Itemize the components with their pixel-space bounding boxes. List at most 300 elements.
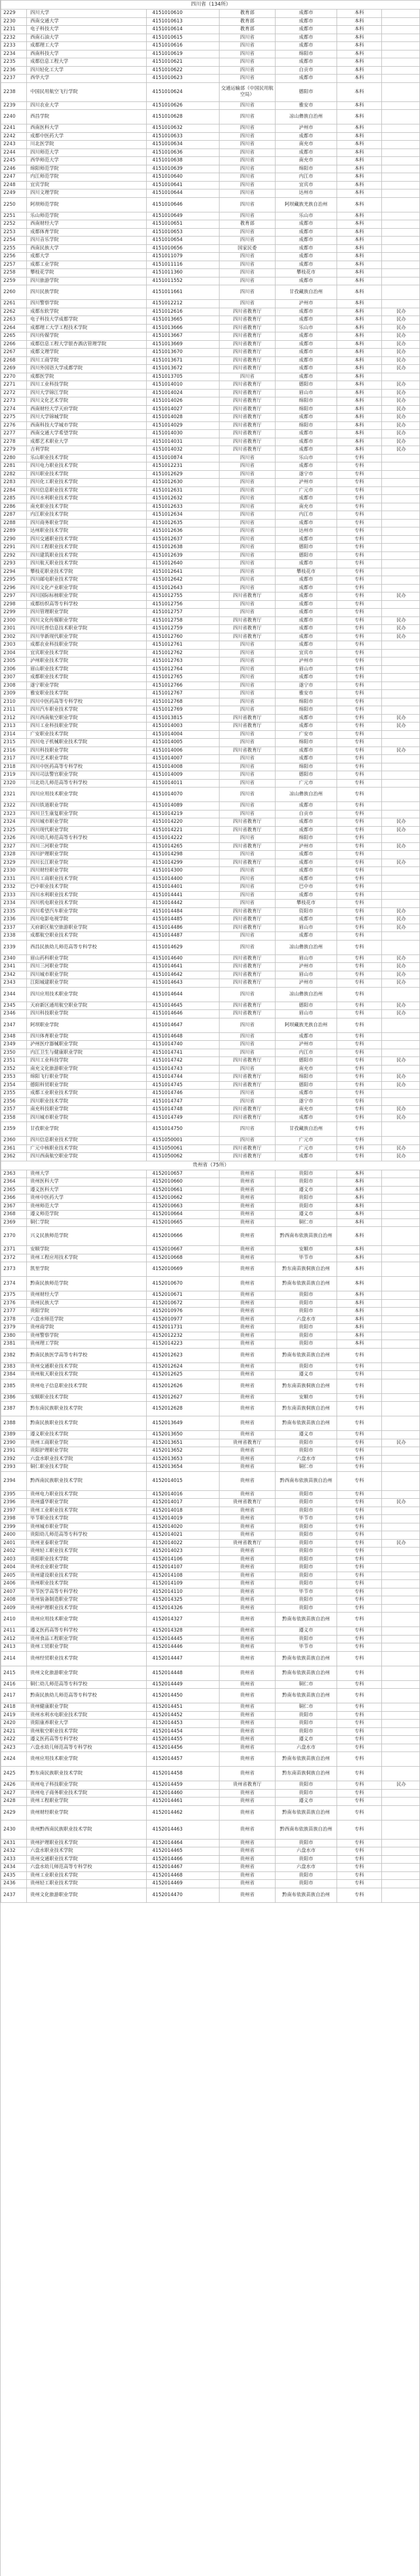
location: 安顺市 xyxy=(276,1246,337,1254)
authority: 四川省 xyxy=(220,285,276,300)
location: 绵阳市 xyxy=(276,1073,337,1082)
school-code: 4151010644 xyxy=(147,189,220,198)
location: 铜仁市 xyxy=(276,1703,337,1712)
authority: 四川省 xyxy=(220,802,276,810)
school-code: 4151014003 xyxy=(147,722,220,731)
school-name: 贵州文化旅游职业学院 xyxy=(27,1888,147,1902)
location: 黔南布依族苗族自治州 xyxy=(276,1416,337,1431)
table-row xyxy=(1,1431,420,1439)
location: 乐山市 xyxy=(276,212,337,220)
authority: 四川省 xyxy=(220,932,276,940)
school-code: 4152014451 xyxy=(147,1703,220,1712)
school-code: 4152014110 xyxy=(147,1588,220,1596)
location: 贵阳市 xyxy=(276,1308,337,1316)
row-number: 2376 xyxy=(1,1299,27,1308)
row-number: 2369 xyxy=(1,1218,27,1227)
school-code: 4152014463 xyxy=(147,1820,220,1839)
school-code: 4151010649 xyxy=(147,212,220,220)
row-number: 2388 xyxy=(1,1416,27,1431)
authority: 四川省教育厅 xyxy=(220,421,276,430)
authority: 四川省教育厅 xyxy=(220,859,276,867)
row-number: 2231 xyxy=(1,26,27,34)
remark xyxy=(382,1736,420,1744)
remark xyxy=(382,1363,420,1371)
row-number: 2309 xyxy=(1,690,27,698)
table-row xyxy=(1,446,420,455)
row-number: 2319 xyxy=(1,771,27,780)
location: 贵阳市 xyxy=(276,1580,337,1588)
row-number: 2408 xyxy=(1,1596,27,1605)
school-name: 西南科技大学 xyxy=(27,50,147,58)
location: 铜仁市 xyxy=(276,1680,337,1689)
remark xyxy=(382,1588,420,1596)
location: 贵阳市 xyxy=(276,1880,337,1888)
authority: 四川省 xyxy=(220,698,276,706)
authority: 四川省 xyxy=(220,173,276,182)
location: 内江市 xyxy=(276,173,337,182)
location: 成都市 xyxy=(276,617,337,625)
school-code: 4152012626 xyxy=(147,1379,220,1393)
location: 成都市 xyxy=(276,609,337,617)
school-code: 4151012762 xyxy=(147,649,220,657)
school-code: 4151010651 xyxy=(147,220,220,229)
level: 本科 xyxy=(337,1315,382,1324)
row-number: 2233 xyxy=(1,42,27,50)
table-row xyxy=(1,1447,420,1456)
authority: 四川省 xyxy=(220,503,276,511)
row-number: 2347 xyxy=(1,1018,27,1032)
institution-table xyxy=(1,0,420,1903)
school-name: 铜仁职业技术学院 xyxy=(27,1463,147,1472)
remark xyxy=(382,1393,420,1402)
row-number: 2234 xyxy=(1,50,27,58)
location: 成都市 xyxy=(276,592,337,601)
school-name: 四川民族学院 xyxy=(27,285,147,300)
school-name: 六盘水职业技术学院 xyxy=(27,1847,147,1856)
school-code: 4152014452 xyxy=(147,1711,220,1720)
school-code: 4151014484 xyxy=(147,907,220,916)
location: 绵阳市 xyxy=(276,165,337,173)
row-number: 2327 xyxy=(1,842,27,851)
row-number: 2417 xyxy=(1,1689,27,1703)
remark xyxy=(382,1348,420,1363)
school-name: 广安职业技术学院 xyxy=(27,730,147,739)
school-code: 4151014222 xyxy=(147,835,220,843)
location: 成都市 xyxy=(276,430,337,438)
location: 绵阳市 xyxy=(276,698,337,706)
school-code: 4151014441 xyxy=(147,891,220,900)
location: 绵阳市 xyxy=(276,739,337,747)
location: 乐山市 xyxy=(276,324,337,332)
remark xyxy=(382,1613,420,1627)
school-name: 内江职业技术学院 xyxy=(27,511,147,520)
remark xyxy=(382,1463,420,1472)
table-row xyxy=(1,674,420,682)
row-number: 2378 xyxy=(1,1315,27,1324)
table-row xyxy=(1,552,420,560)
school-code: 4152014109 xyxy=(147,1580,220,1588)
row-number: 2341 xyxy=(1,963,27,971)
school-name: 攀枝花学院 xyxy=(27,269,147,277)
school-code: 4151010656 xyxy=(147,244,220,253)
school-code: 4151012633 xyxy=(147,503,220,511)
level: 专科 xyxy=(337,568,382,576)
remark xyxy=(382,1186,420,1194)
authority: 四川省 xyxy=(220,527,276,536)
location: 成都市 xyxy=(276,10,337,18)
level: 专科 xyxy=(337,835,382,843)
row-number: 2392 xyxy=(1,1455,27,1463)
location: 雅安市 xyxy=(276,690,337,698)
school-name: 贵州医科大学 xyxy=(27,1178,147,1187)
authority: 四川省教育厅 xyxy=(220,1010,276,1018)
location: 眉山市 xyxy=(276,955,337,963)
school-name: 天府新区通用航空职业学院 xyxy=(27,1002,147,1010)
authority: 四川省 xyxy=(220,739,276,747)
authority: 贵州省 xyxy=(220,1178,276,1187)
table-row xyxy=(1,165,420,173)
school-code: 4151012760 xyxy=(147,633,220,641)
authority: 贵州省 xyxy=(220,1847,276,1856)
remark: 民办 xyxy=(382,421,420,430)
row-number: 2344 xyxy=(1,987,27,1002)
level: 本科 xyxy=(337,189,382,198)
authority: 四川省教育厅 xyxy=(220,1057,276,1065)
location: 甘孜藏族自治州 xyxy=(276,285,337,300)
school-code: 4151014011 xyxy=(147,779,220,787)
authority: 四川省教育厅 xyxy=(220,1145,276,1153)
row-number: 2243 xyxy=(1,141,27,149)
remark xyxy=(382,739,420,747)
remark: 民办 xyxy=(382,842,420,851)
remark xyxy=(382,1555,420,1564)
school-code: 4152014019 xyxy=(147,1515,220,1523)
authority: 贵州省 xyxy=(220,1393,276,1402)
authority: 四川省 xyxy=(220,197,276,212)
location: 宜宾市 xyxy=(276,649,337,657)
remark xyxy=(382,682,420,690)
row-number: 2358 xyxy=(1,1114,27,1122)
authority: 四川省 xyxy=(220,584,276,592)
location: 成都市 xyxy=(276,891,337,900)
level: 专科 xyxy=(337,1439,382,1447)
table-row xyxy=(1,584,420,592)
school-code: 4152014328 xyxy=(147,1627,220,1636)
location: 成都市 xyxy=(276,818,337,827)
authority: 四川省教育厅 xyxy=(220,1114,276,1122)
location: 成都市 xyxy=(276,747,337,755)
authority: 贵州省 xyxy=(220,1767,276,1781)
level: 专科 xyxy=(337,1839,382,1847)
remark: 民办 xyxy=(382,1439,420,1447)
table-row xyxy=(1,101,420,110)
level: 专科 xyxy=(337,1727,382,1736)
school-name: 四川商务职业学院 xyxy=(27,519,147,527)
school-name: 遵义师范学院 xyxy=(27,1211,147,1219)
authority: 贵州省 xyxy=(220,1797,276,1806)
location: 内江市 xyxy=(276,1049,337,1057)
table-row xyxy=(1,940,420,955)
school-code: 4151012759 xyxy=(147,625,220,633)
school-name: 贵州电力职业技术学院 xyxy=(27,1490,147,1499)
row-number: 2300 xyxy=(1,617,27,625)
authority: 贵州省 xyxy=(220,1379,276,1393)
table-row xyxy=(1,535,420,544)
row-number: 2244 xyxy=(1,149,27,157)
authority: 贵州省 xyxy=(220,1254,276,1262)
remark xyxy=(382,706,420,715)
location: 安顺市 xyxy=(276,1393,337,1402)
location: 黔东南苗族侗族自治州 xyxy=(276,1379,337,1393)
school-code: 4151014221 xyxy=(147,826,220,835)
remark xyxy=(382,519,420,527)
level: 专科 xyxy=(337,527,382,536)
authority: 四川省 xyxy=(220,779,276,787)
remark xyxy=(382,576,420,585)
row-number: 2275 xyxy=(1,414,27,422)
remark xyxy=(382,609,420,617)
level: 本科 xyxy=(337,356,382,365)
remark: 民办 xyxy=(382,389,420,397)
school-name: 四川华新现代职业学院 xyxy=(27,633,147,641)
location: 成都市 xyxy=(276,560,337,568)
school-code: 4151014648 xyxy=(147,1032,220,1041)
authority: 四川省 xyxy=(220,132,276,141)
remark: 民办 xyxy=(382,405,420,414)
table-row xyxy=(1,462,420,471)
school-name: 贵州工程职业学院 xyxy=(27,1797,147,1806)
school-name: 西华大学 xyxy=(27,75,147,83)
remark xyxy=(382,763,420,771)
authority: 四川省教育厅 xyxy=(220,340,276,349)
school-code: 4151010636 xyxy=(147,149,220,157)
school-name: 宜宾职业技术学院 xyxy=(27,649,147,657)
location: 成都市 xyxy=(276,802,337,810)
authority: 四川省 xyxy=(220,253,276,261)
level: 专科 xyxy=(337,674,382,682)
school-code: 4152013653 xyxy=(147,1455,220,1463)
remark xyxy=(382,261,420,269)
row-number: 2372 xyxy=(1,1254,27,1262)
school-code: 4152014462 xyxy=(147,1805,220,1820)
level: 专科 xyxy=(337,916,382,924)
level: 专科 xyxy=(337,747,382,755)
level: 本科 xyxy=(337,1277,382,1291)
location: 成都市 xyxy=(276,261,337,269)
table-row xyxy=(1,1604,420,1613)
row-number: 2391 xyxy=(1,1447,27,1456)
level: 本科 xyxy=(337,285,382,300)
row-number: 2266 xyxy=(1,340,27,349)
remark xyxy=(382,1727,420,1736)
school-code: 4151014299 xyxy=(147,859,220,867)
school-name: 兴义民族师范学院 xyxy=(27,1227,147,1246)
school-name: 四川希望汽车职业学院 xyxy=(27,907,147,916)
authority: 四川省 xyxy=(220,1137,276,1145)
remark: 民办 xyxy=(382,1781,420,1790)
level: 专科 xyxy=(337,1596,382,1605)
table-row xyxy=(1,1402,420,1416)
remark xyxy=(382,1254,420,1262)
school-code: 4151010632 xyxy=(147,124,220,133)
school-name: 四川护理职业学院 xyxy=(27,851,147,859)
authority: 四川省教育厅 xyxy=(220,842,276,851)
level: 专科 xyxy=(337,625,382,633)
row-number: 2237 xyxy=(1,75,27,83)
row-number: 2428 xyxy=(1,1797,27,1806)
level: 专科 xyxy=(337,1680,382,1689)
school-name: 四川大学锦江学院 xyxy=(27,389,147,397)
school-code: 4151012643 xyxy=(147,584,220,592)
row-number: 2335 xyxy=(1,907,27,916)
school-code: 4151012638 xyxy=(147,544,220,552)
table-row xyxy=(1,706,420,715)
location: 黔西南布依族苗族自治州 xyxy=(276,1227,337,1246)
school-code: 4152014450 xyxy=(147,1689,220,1703)
authority: 四川省 xyxy=(220,300,276,308)
school-name: 西南石油大学 xyxy=(27,34,147,42)
school-code: 4151014743 xyxy=(147,1065,220,1073)
school-name: 四川铁道职业学院 xyxy=(27,802,147,810)
authority: 四川省教育厅 xyxy=(220,826,276,835)
level: 专科 xyxy=(337,1703,382,1712)
school-name: 四川卫生康复职业学院 xyxy=(27,810,147,818)
remark xyxy=(382,110,420,124)
school-name: 内江卫生与健康职业学院 xyxy=(27,1049,147,1057)
school-code: 4152014106 xyxy=(147,1555,220,1564)
school-name: 宜宾学院 xyxy=(27,181,147,189)
authority: 四川省 xyxy=(220,552,276,560)
authority: 四川省 xyxy=(220,212,276,220)
level: 专科 xyxy=(337,1114,382,1122)
remark xyxy=(382,1689,420,1703)
school-name: 黔南民族师范学院 xyxy=(27,1277,147,1291)
remark xyxy=(382,810,420,818)
location: 毕节市 xyxy=(276,1515,337,1523)
level: 专科 xyxy=(337,1363,382,1371)
remark xyxy=(382,1170,420,1178)
location: 泸州市 xyxy=(276,479,337,487)
location: 广元市 xyxy=(276,1137,337,1145)
authority: 四川省教育厅 xyxy=(220,592,276,601)
table-row xyxy=(1,1291,420,1300)
school-code: 4151012768 xyxy=(147,698,220,706)
authority: 四川省 xyxy=(220,42,276,50)
level: 本科 xyxy=(337,414,382,422)
school-code: 4151012231 xyxy=(147,462,220,471)
table-row xyxy=(1,1202,420,1211)
remark xyxy=(382,1340,420,1349)
school-code: 4151010628 xyxy=(147,110,220,124)
remark: 民办 xyxy=(382,1114,420,1122)
table-row xyxy=(1,1010,420,1018)
authority: 四川省 xyxy=(220,141,276,149)
school-code: 4152010667 xyxy=(147,1246,220,1254)
level: 专科 xyxy=(337,1572,382,1580)
remark xyxy=(382,690,420,698)
school-name: 四川职业技术学院 xyxy=(27,1097,147,1106)
level: 本科 xyxy=(337,173,382,182)
remark: 民办 xyxy=(382,1002,420,1010)
table-row xyxy=(1,1393,420,1402)
school-code: 4151014741 xyxy=(147,1049,220,1057)
location: 贵阳市 xyxy=(276,1332,337,1340)
school-name: 成都信息工程大学银杏酒店管理学院 xyxy=(27,340,147,349)
authority: 四川省 xyxy=(220,810,276,818)
school-name: 贵州护理职业技术学院 xyxy=(27,1604,147,1613)
row-number: 2374 xyxy=(1,1277,27,1291)
school-code: 4151010874 xyxy=(147,454,220,462)
table-row xyxy=(1,1580,420,1588)
level: 专科 xyxy=(337,1588,382,1596)
remark xyxy=(382,220,420,229)
level: 本科 xyxy=(337,397,382,406)
remark xyxy=(382,657,420,666)
location: 泸州市 xyxy=(276,124,337,133)
remark: 民办 xyxy=(382,356,420,365)
location: 成都市 xyxy=(276,237,337,245)
school-code: 4152014461 xyxy=(147,1797,220,1806)
level: 专科 xyxy=(337,1555,382,1564)
level: 专科 xyxy=(337,1137,382,1145)
row-number: 2420 xyxy=(1,1720,27,1728)
location: 遵义市 xyxy=(276,1797,337,1806)
location: 贵阳市 xyxy=(276,1720,337,1728)
row-number: 2338 xyxy=(1,932,27,940)
level: 本科 xyxy=(337,42,382,50)
authority: 四川省 xyxy=(220,189,276,198)
level: 本科 xyxy=(337,446,382,455)
remark xyxy=(382,787,420,802)
row-number: 2346 xyxy=(1,1010,27,1018)
row-number: 2325 xyxy=(1,826,27,835)
school-name: 乐山师范学院 xyxy=(27,212,147,220)
table-row xyxy=(1,1847,420,1856)
school-name: 贵州财经大学 xyxy=(27,1291,147,1300)
school-code: 4151012630 xyxy=(147,479,220,487)
table-row xyxy=(1,1041,420,1049)
location: 贵阳市 xyxy=(276,1871,337,1880)
row-number: 2238 xyxy=(1,82,27,101)
school-name: 贵州中医药大学 xyxy=(27,1194,147,1203)
school-name: 成都工业职业技术学院 xyxy=(27,1090,147,1098)
row-number: 2360 xyxy=(1,1137,27,1145)
school-code: 4152012627 xyxy=(147,1393,220,1402)
remark xyxy=(382,495,420,503)
school-name: 江阳城建职业学院 xyxy=(27,979,147,988)
school-code: 4152014447 xyxy=(147,1651,220,1666)
level: 本科 xyxy=(337,316,382,325)
row-number: 2334 xyxy=(1,900,27,908)
row-number: 2320 xyxy=(1,779,27,787)
remark xyxy=(382,1277,420,1291)
location: 贵阳市 xyxy=(276,1363,337,1371)
school-name: 阿坝师范学院 xyxy=(27,197,147,212)
level: 专科 xyxy=(337,1635,382,1643)
authority: 四川省 xyxy=(220,1065,276,1073)
location: 黔南布依族苗族自治州 xyxy=(276,1277,337,1291)
row-number: 2292 xyxy=(1,552,27,560)
level: 本科 xyxy=(337,124,382,133)
row-number: 2285 xyxy=(1,495,27,503)
location: 成都市 xyxy=(276,584,337,592)
table-row xyxy=(1,1032,420,1041)
level: 本科 xyxy=(337,1254,382,1262)
remark: 民办 xyxy=(382,916,420,924)
level: 专科 xyxy=(337,1122,382,1137)
table-row xyxy=(1,1097,420,1106)
row-number: 2294 xyxy=(1,568,27,576)
